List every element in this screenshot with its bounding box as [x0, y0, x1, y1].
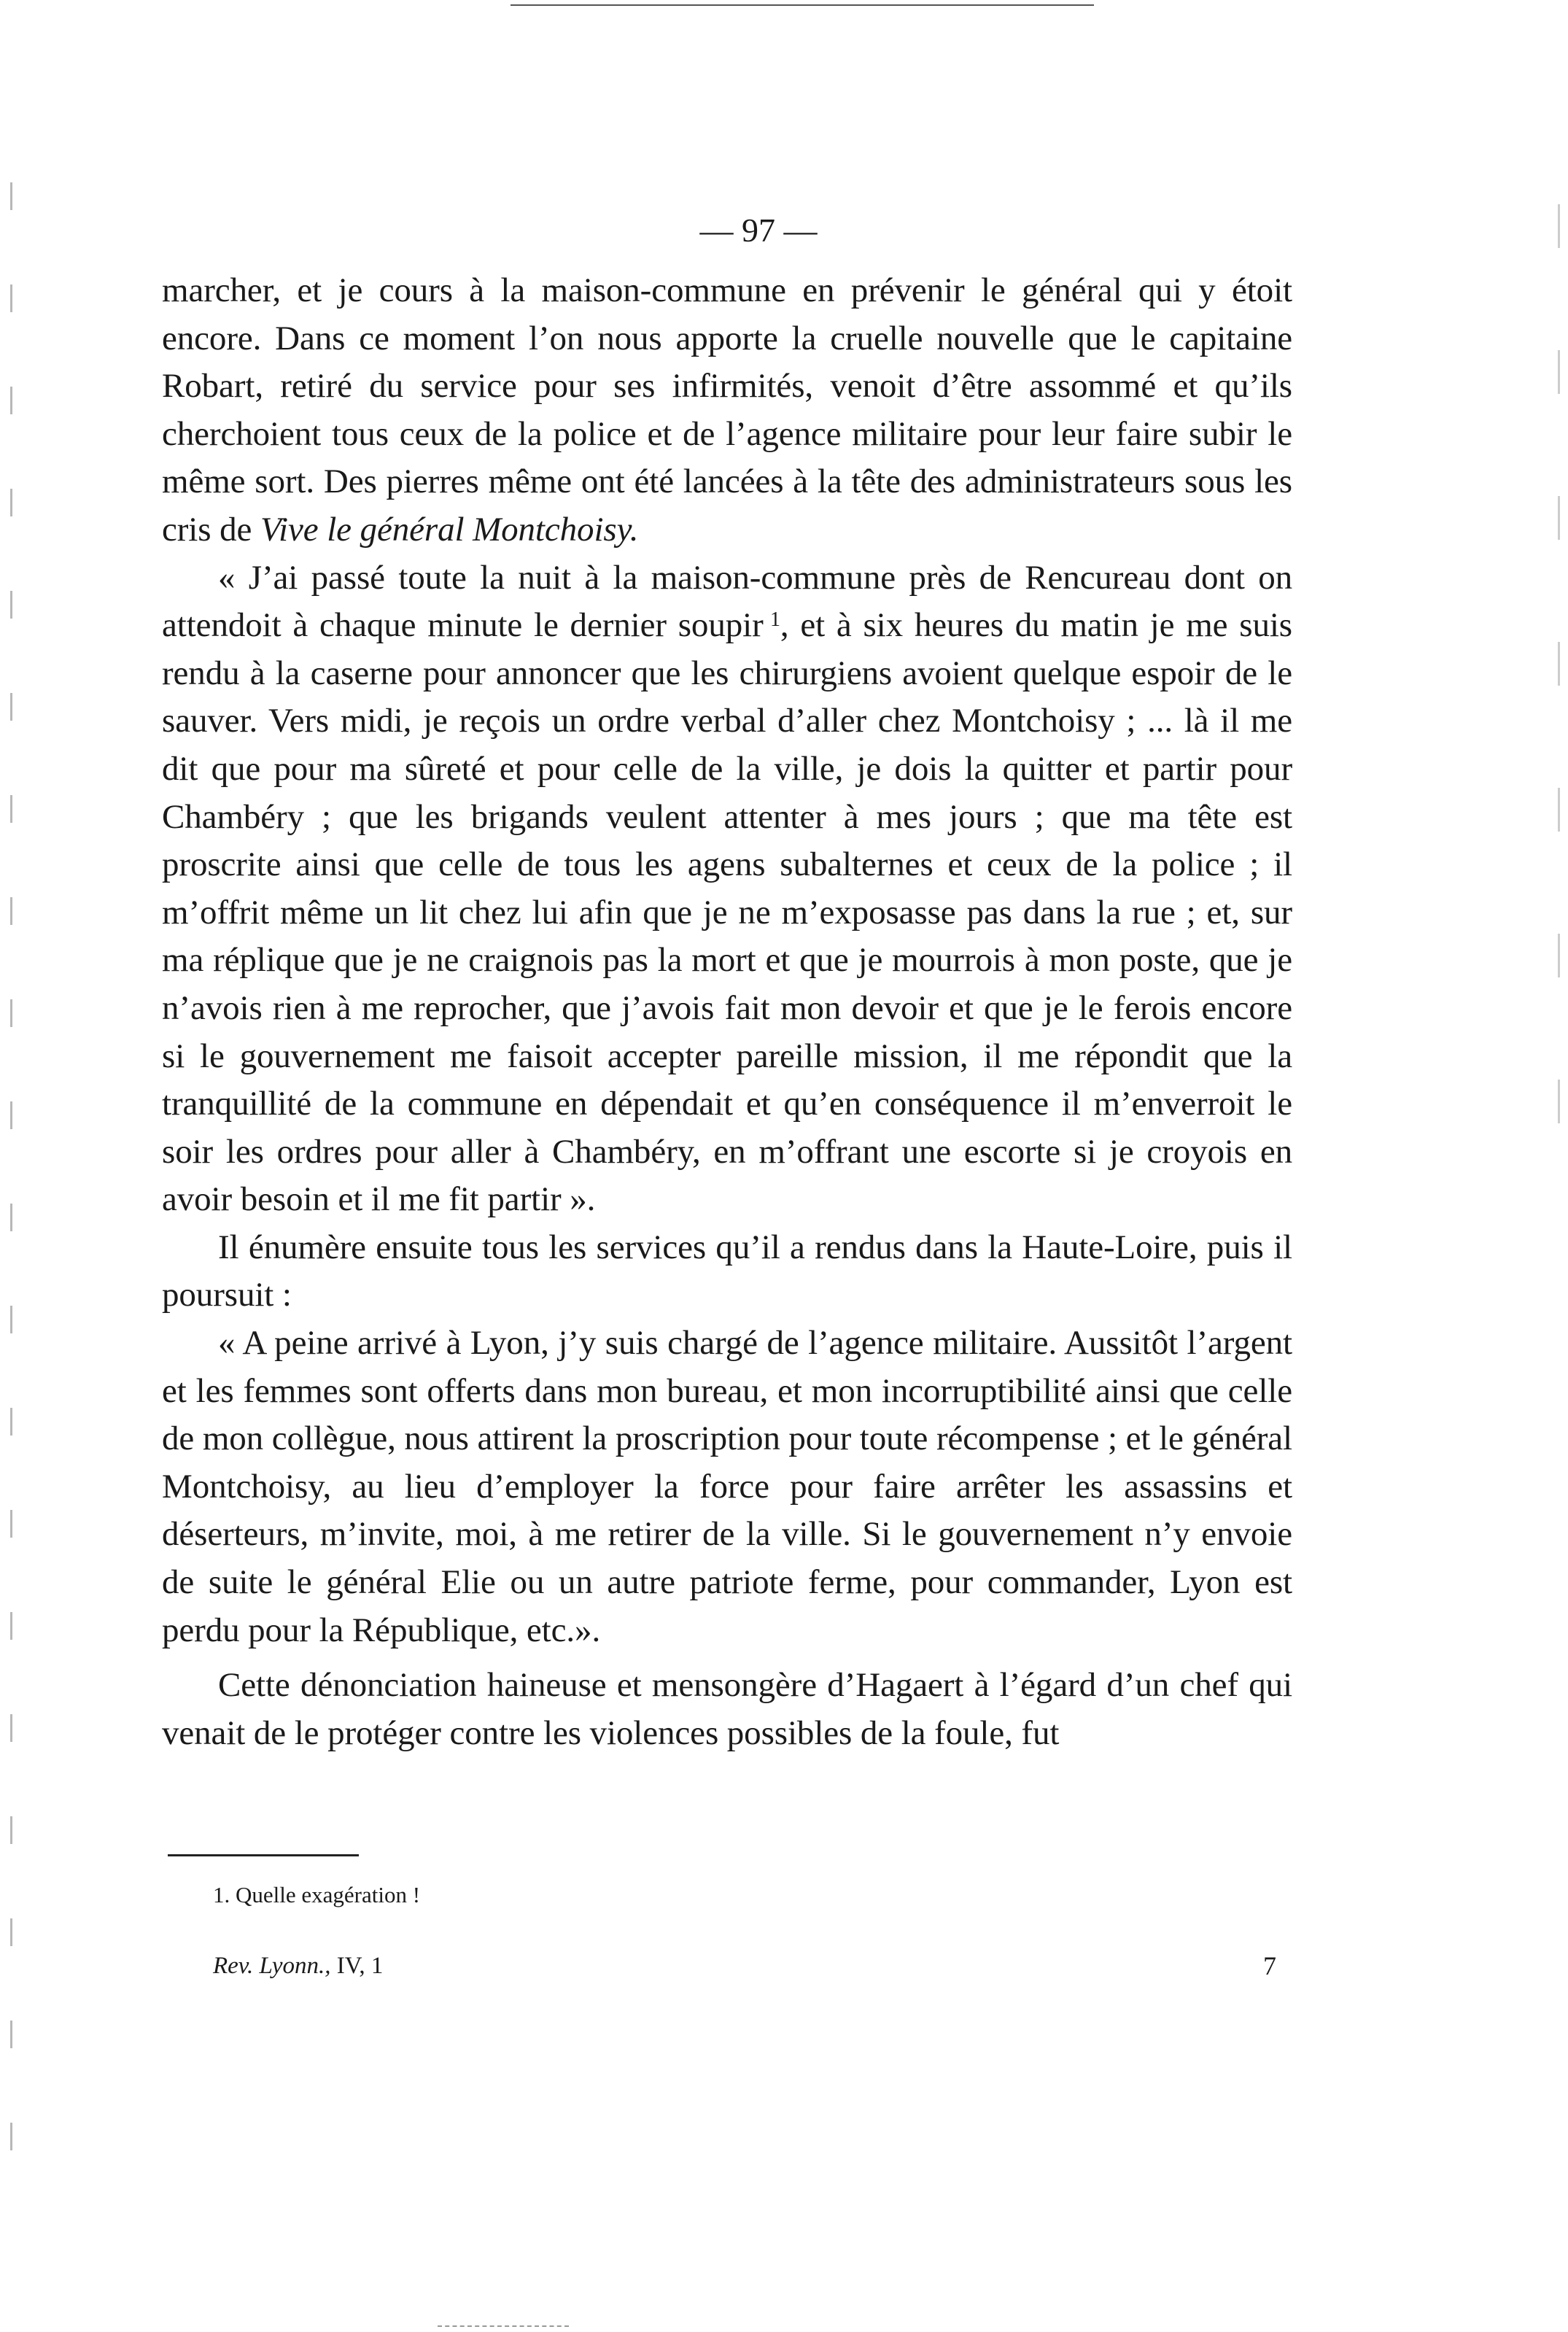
- signature-mark: [213, 1951, 383, 1980]
- footnote: 1. Quelle exagération !: [213, 1882, 421, 1907]
- paragraph-2-text-b: , et à six heures du matin je me suis rendu à la caserne pour annoncer que les chirurgiens avoient quelque espoir de le sauver. Vers midi, je reçois un ordre verbal d’aller chez Montchoisy ; ... là il me dit que pour ma sûreté et pour celle de la ville, je dois la quitter et partir pour Chambéry ; que les brigands veulent attenter à mes jours ; que ma tête est proscrite ainsi que celle de tous les agens subalternes et ceux de la police ; il m’offrit même un lit chez lui afin que je ne m’exposasse pas dans la rue ; et, sur ma réplique que je ne craignois pas la mort et que je mourrois à mon poste, que je n’avois rien à me reprocher, que j’avois fait mon devoir et que je le ferois encore si le gouvernement me faisoit accepter pareille mission, il me répondit que la tranquillité de la commune en dépendait et qu’en conséquence il m’enverroit le soir les ordres pour aller à Chambéry, en m’offrant une escorte si je croyois en avoir besoin et il me fit partir ».: [162, 606, 1292, 1219]
- footnote-ref: 1: [769, 608, 780, 632]
- paragraph-5: Cette dénonciation haineuse et mensongère d’Hagaert à l’égard d’un chef qui venait de le protéger contre les violences possibles de la foule, fut: [162, 1666, 1292, 1752]
- paragraph-1-text: marcher, et je cours à la maison-commune en prévenir le général qui y étoit encore. Dans ce moment l’on nous apporte la cruelle nouvelle que le capitaine Robart, retiré du service pour ses infirmités, venoit d’être assommé et qu’ils cherchoient tous ceux de la police et de l’agence militaire pour leur faire subir le même sort. Des pierres même ont été lancées à la tête des administrateurs sous les cris de: [162, 271, 1292, 549]
- scan-edge-right: [1558, 204, 1560, 1225]
- bottom-rule: [438, 2325, 569, 2327]
- italic-quote: Vive le général Montchoisy.: [260, 510, 639, 549]
- paragraph-2-text-a: « J’ai passé toute la nuit à la maison-commune près de Rencureau dont on attendoit à chaque minute le dernier soupir: [162, 558, 1292, 645]
- footnote-rule: [168, 1854, 359, 1856]
- paragraph-1: [162, 267, 1292, 554]
- paragraph-3: Il énumère ensuite tous les services qu’il a rendus dans la Haute-Loire, puis il poursuit :: [162, 1228, 1292, 1314]
- body-text: [162, 267, 1292, 1757]
- paragraph-4: « A peine arrivé à Lyon, j’y suis chargé de l’agence militaire. Aussitôt l’argent et les femmes sont offerts dans mon bureau, et mon incorruptibilité ainsi que celle de mon collègue, nous attirent la proscription pour toute récompense ; et le général Montchoisy, au lieu d’employer la force pour faire arrêter les assassins et déserteurs, m’invite, moi, à me retirer de la ville. Si le gouvernement n’y envoie de suite le général Elie ou un autre patriote ferme, pour commander, Lyon est perdu pour la République, etc.».: [162, 1324, 1292, 1649]
- sheet-number: 7: [1263, 1951, 1276, 1980]
- paragraph-2: [162, 554, 1292, 1224]
- top-rule: [511, 4, 1094, 6]
- signature-source: Rev. Lyonn.,: [213, 1953, 331, 1979]
- scan-edge-left: [10, 182, 12, 2188]
- page-number: — 97 —: [699, 212, 818, 249]
- signature-volume: IV, 1: [336, 1953, 384, 1979]
